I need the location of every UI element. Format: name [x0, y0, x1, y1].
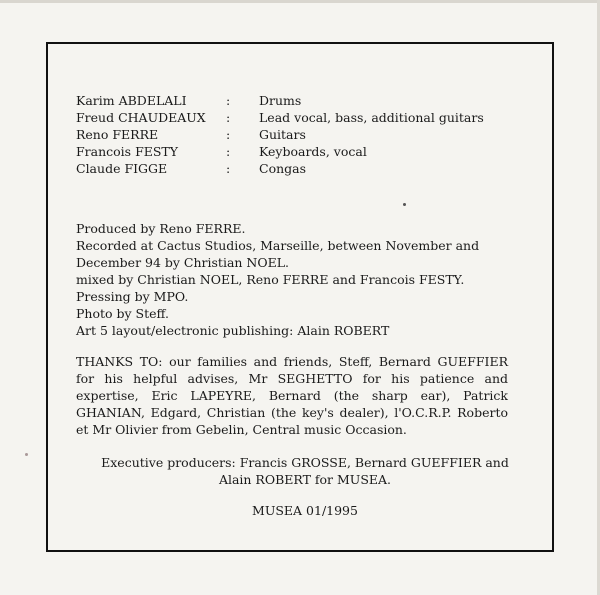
credit-separator: :	[226, 161, 231, 176]
page-edge-top	[0, 0, 600, 3]
thanks-section	[76, 353, 508, 438]
credit-name: Francois FESTY	[76, 144, 179, 159]
credit-role: Congas	[259, 161, 307, 176]
speck	[25, 453, 28, 456]
production-notes	[76, 220, 479, 339]
executive-line: Executive producers: Francis GROSSE, Bernard GUEFFIER and	[101, 455, 509, 470]
executive-producers	[76, 454, 534, 488]
credit-role: Keyboards, vocal	[259, 144, 367, 159]
production-line: mixed by Christian NOEL, Reno FERRE and Francois FESTY.	[76, 272, 465, 287]
catalog-number: MUSEA 01/1995	[252, 503, 358, 518]
credit-name: Claude FIGGE	[76, 161, 168, 176]
production-line: Produced by Reno FERRE.	[76, 221, 246, 236]
production-line: Art 5 layout/electronic publishing: Alain ROBERT	[76, 323, 390, 338]
credit-name: Karim ABDELALI	[76, 93, 187, 108]
credit-role: Drums	[259, 93, 302, 108]
production-line: Recorded at Cactus Studios, Marseille, between November and	[76, 238, 480, 253]
credit-name: Freud CHAUDEAUX	[76, 110, 206, 125]
credit-separator: :	[226, 93, 231, 108]
credit-separator: :	[226, 127, 231, 142]
credit-separator: :	[226, 110, 231, 125]
production-line: December 94 by Christian NOEL.	[76, 255, 290, 270]
speck	[403, 203, 406, 206]
credit-role: Lead vocal, bass, additional guitars	[259, 110, 484, 125]
credit-name: Reno FERRE	[76, 127, 159, 142]
production-line: Pressing by MPO.	[76, 289, 189, 304]
credit-separator: :	[226, 144, 231, 159]
thanks-paragraph: THANKS TO: our families and friends, Steff, Bernard GUEFFIER for his helpful advises, Mr SEGHETTO for his patience and expertise, Eric LAPEYRE, Bernard (the sharp ear), Patrick GHANIAN, Edgard, Christian (the key's dealer), l'O.C.R.P. Roberto et Mr Olivier from Gebelin, Central music Occasion.	[76, 354, 508, 437]
executive-line: Alain ROBERT for MUSEA.	[218, 472, 392, 487]
credit-role: Guitars	[259, 127, 306, 142]
production-line: Photo by Steff.	[76, 306, 169, 321]
